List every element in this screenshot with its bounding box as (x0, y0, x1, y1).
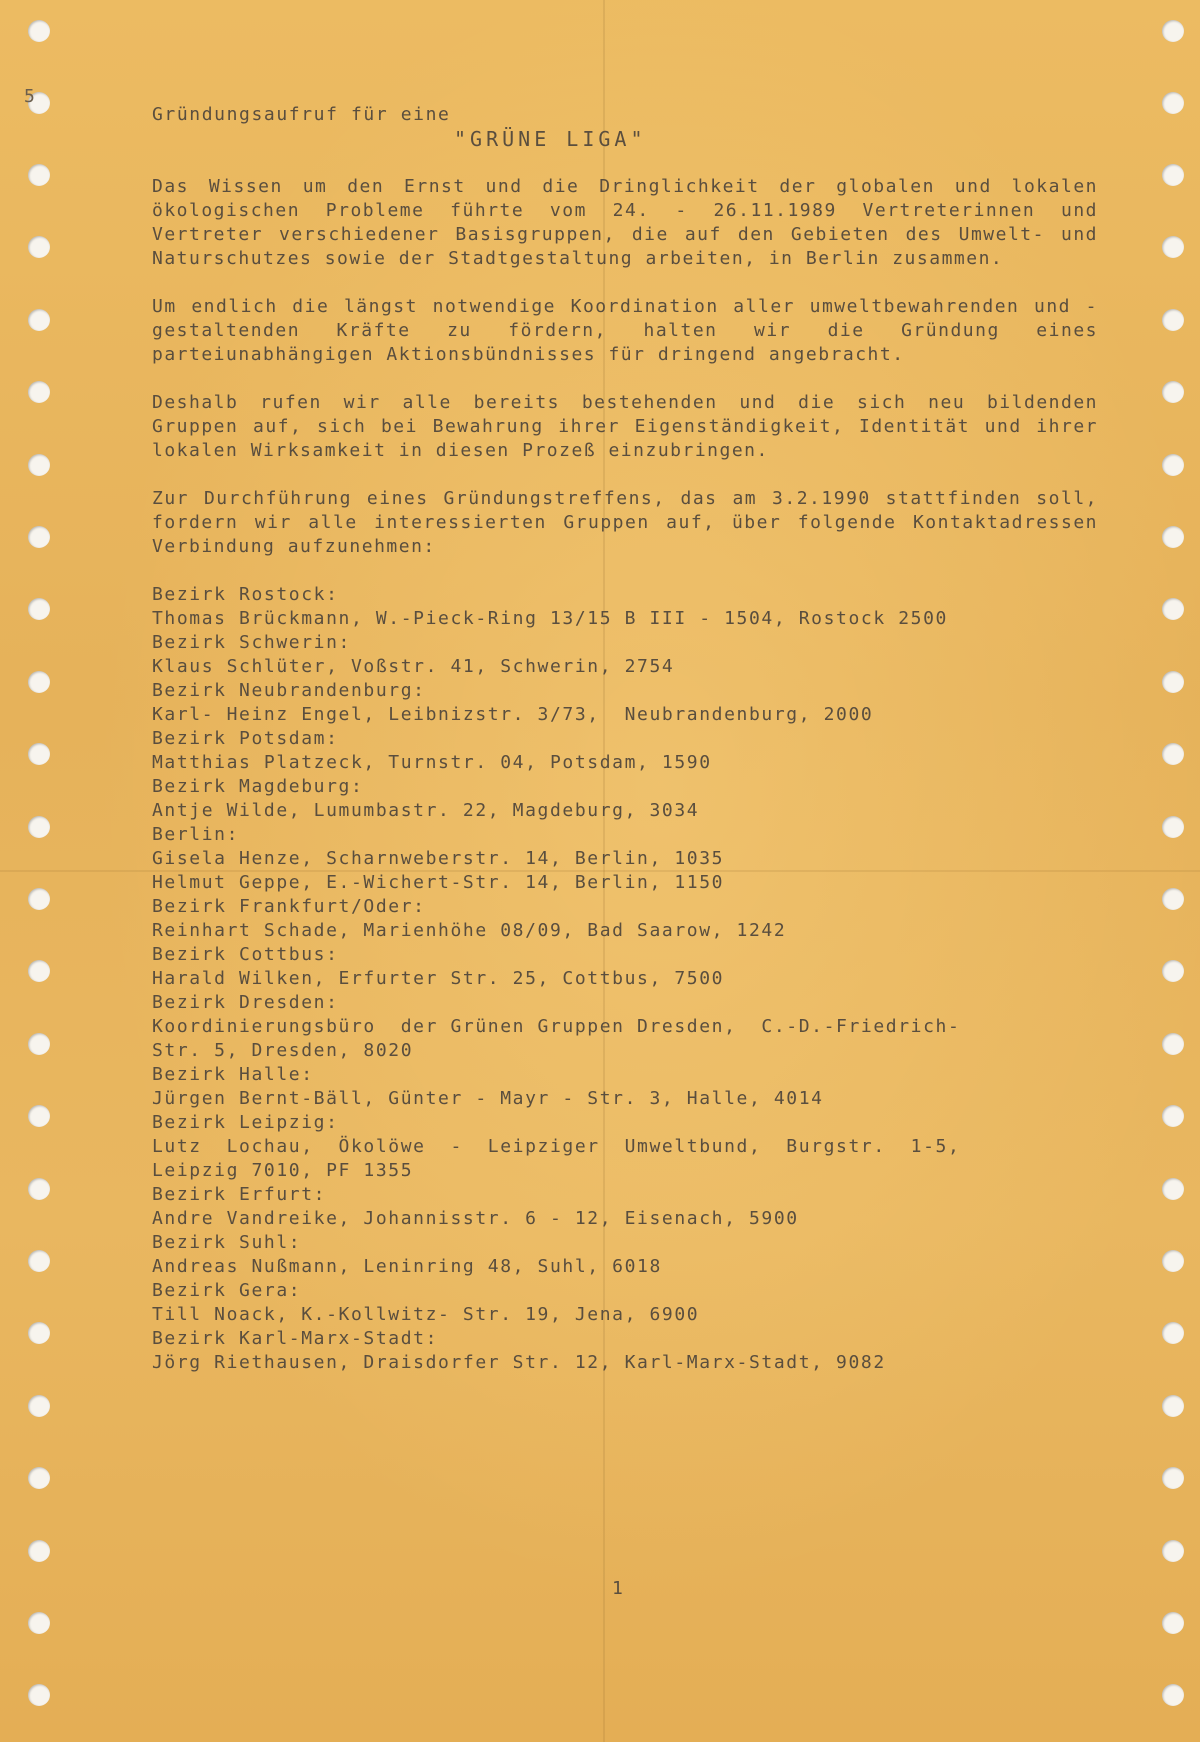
feed-hole (1162, 526, 1184, 548)
feed-hole (1162, 888, 1184, 910)
feed-hole (28, 20, 50, 42)
contact-line: Gisela Henze, Scharnweberstr. 14, Berlin, 1035 (152, 848, 725, 869)
feed-hole (28, 671, 50, 693)
contact-line: Antje Wilde, Lumumbastr. 22, Magdeburg, 3034 (152, 800, 700, 821)
feed-hole (28, 816, 50, 838)
feed-hole (28, 1684, 50, 1706)
contact-line: Bezirk Neubrandenburg: (152, 680, 426, 701)
handwritten-page-mark: 5 (24, 86, 35, 107)
feed-hole (28, 960, 50, 982)
contact-line: Koordinierungsbüro der Grünen Gruppen Dresden, C.-D.-Friedrich- (152, 1016, 961, 1037)
contact-line: Leipzig 7010, PF 1355 (152, 1160, 414, 1181)
feed-hole (1162, 1612, 1184, 1634)
contact-line: Bezirk Rostock: (152, 584, 339, 605)
contact-line: Jürgen Bernt-Bäll, Günter - Mayr - Str. 3, Halle, 4014 (152, 1088, 824, 1109)
feed-hole (1162, 381, 1184, 403)
contact-address-list (152, 583, 1098, 1375)
contact-line: Bezirk Leipzig: (152, 1112, 339, 1133)
contact-line: Bezirk Schwerin: (152, 632, 351, 653)
document-title: "GRÜNE LIGA" (454, 127, 647, 151)
document-heading: Gründungsaufruf für eine (152, 104, 451, 125)
feed-hole (1162, 1540, 1184, 1562)
feed-hole (1162, 1684, 1184, 1706)
contact-line: Bezirk Halle: (152, 1064, 314, 1085)
feed-hole (1162, 960, 1184, 982)
feed-hole (28, 1467, 50, 1489)
contact-line: Bezirk Gera: (152, 1280, 302, 1301)
feed-hole (28, 1540, 50, 1562)
contact-line: Bezirk Magdeburg: (152, 776, 364, 797)
feed-hole (1162, 1105, 1184, 1127)
contact-line: Andreas Nußmann, Leninring 48, Suhl, 6018 (152, 1256, 662, 1277)
feed-hole (1162, 1395, 1184, 1417)
feed-hole (28, 598, 50, 620)
contact-line: Karl- Heinz Engel, Leibnizstr. 3/73, Neubrandenburg, 2000 (152, 704, 874, 725)
paragraph-coordination: Um endlich die längst notwendige Koordination aller umweltbewahrenden und -gestaltenden Kräfte zu fördern, halten wir die Gründung eines parteiunabhängigen Aktionsbündnisses für dringend angebracht. (152, 296, 1098, 365)
contact-line: Bezirk Frankfurt/Oder: (152, 896, 426, 917)
feed-hole (1162, 309, 1184, 331)
feed-hole (1162, 1033, 1184, 1055)
contact-line: Lutz Lochau, Ökolöwe - Leipziger Umweltbund, Burgstr. 1-5, (152, 1136, 961, 1157)
feed-hole (1162, 236, 1184, 258)
contact-line: Klaus Schlüter, Voßstr. 41, Schwerin, 2754 (152, 656, 675, 677)
feed-hole (28, 1322, 50, 1344)
contact-line: Bezirk Erfurt: (152, 1184, 327, 1205)
feed-hole (28, 1178, 50, 1200)
feed-hole (28, 381, 50, 403)
feed-hole (1162, 1178, 1184, 1200)
feed-hole (1162, 743, 1184, 765)
contact-line: Jörg Riethausen, Draisdorfer Str. 12, Karl-Marx-Stadt, 9082 (152, 1352, 886, 1373)
feed-hole (1162, 816, 1184, 838)
feed-hole (1162, 671, 1184, 693)
feed-hole (1162, 1322, 1184, 1344)
feed-hole (28, 526, 50, 548)
feed-hole (28, 1105, 50, 1127)
feed-hole (28, 454, 50, 476)
paragraph-intro: Das Wissen um den Ernst und die Dringlichkeit der globalen und lokalen ökologischen Probleme führte vom 24. - 26.11.1989 Vertreterinnen und Vertreter verschiedener Basisgruppen, die auf den Gebieten des Umwelt- und Naturschutzes sowie der Stadtgestaltung arbeiten, in Berlin zusammen. (152, 176, 1098, 269)
contact-line: Bezirk Cottbus: (152, 944, 339, 965)
contact-line: Bezirk Dresden: (152, 992, 339, 1013)
contact-line: Helmut Geppe, E.-Wichert-Str. 14, Berlin, 1150 (152, 872, 725, 893)
feed-hole (28, 743, 50, 765)
feed-hole (1162, 1250, 1184, 1272)
contact-line: Str. 5, Dresden, 8020 (152, 1040, 414, 1061)
contact-line: Andre Vandreike, Johannisstr. 6 - 12, Eisenach, 5900 (152, 1208, 799, 1229)
tractor-feed-holes-right (1162, 0, 1200, 1742)
feed-hole (1162, 454, 1184, 476)
contact-line: Harald Wilken, Erfurter Str. 25, Cottbus, 7500 (152, 968, 725, 989)
feed-hole (28, 236, 50, 258)
tractor-feed-holes-left (28, 0, 68, 1742)
contact-line: Berlin: (152, 824, 240, 845)
page-number: 1 (612, 1578, 623, 1599)
feed-hole (1162, 20, 1184, 42)
feed-hole (1162, 598, 1184, 620)
feed-hole (1162, 164, 1184, 186)
document-body (152, 103, 1098, 1375)
feed-hole (28, 164, 50, 186)
contact-line: Thomas Brückmann, W.-Pieck-Ring 13/15 B III - 1504, Rostock 2500 (152, 608, 948, 629)
contact-line: Bezirk Potsdam: (152, 728, 339, 749)
feed-hole (28, 1033, 50, 1055)
feed-hole (28, 309, 50, 331)
feed-hole (28, 1250, 50, 1272)
feed-hole (1162, 1467, 1184, 1489)
contact-line: Bezirk Karl-Marx-Stadt: (152, 1328, 439, 1349)
contact-line: Till Noack, K.-Kollwitz- Str. 19, Jena, 6900 (152, 1304, 700, 1325)
feed-hole (28, 888, 50, 910)
contact-line: Matthias Platzeck, Turnstr. 04, Potsdam, 1590 (152, 752, 712, 773)
contact-line: Reinhart Schade, Marienhöhe 08/09, Bad Saarow, 1242 (152, 920, 787, 941)
paragraph-meeting: Zur Durchführung eines Gründungstreffens, das am 3.2.1990 stattfinden soll, fordern wir alle interessierten Gruppen auf, über folgende Kontaktadressen Verbindung aufzunehmen: (152, 488, 1098, 557)
feed-hole (1162, 92, 1184, 114)
paragraph-appeal: Deshalb rufen wir alle bereits bestehenden und die sich neu bildenden Gruppen auf, sich bei Bewahrung ihrer Eigenständigkeit, Identität und ihrer lokalen Wirksamkeit in diesen Prozeß einzubringen. (152, 392, 1098, 461)
contact-line: Bezirk Suhl: (152, 1232, 302, 1253)
feed-hole (28, 1395, 50, 1417)
feed-hole (28, 1612, 50, 1634)
